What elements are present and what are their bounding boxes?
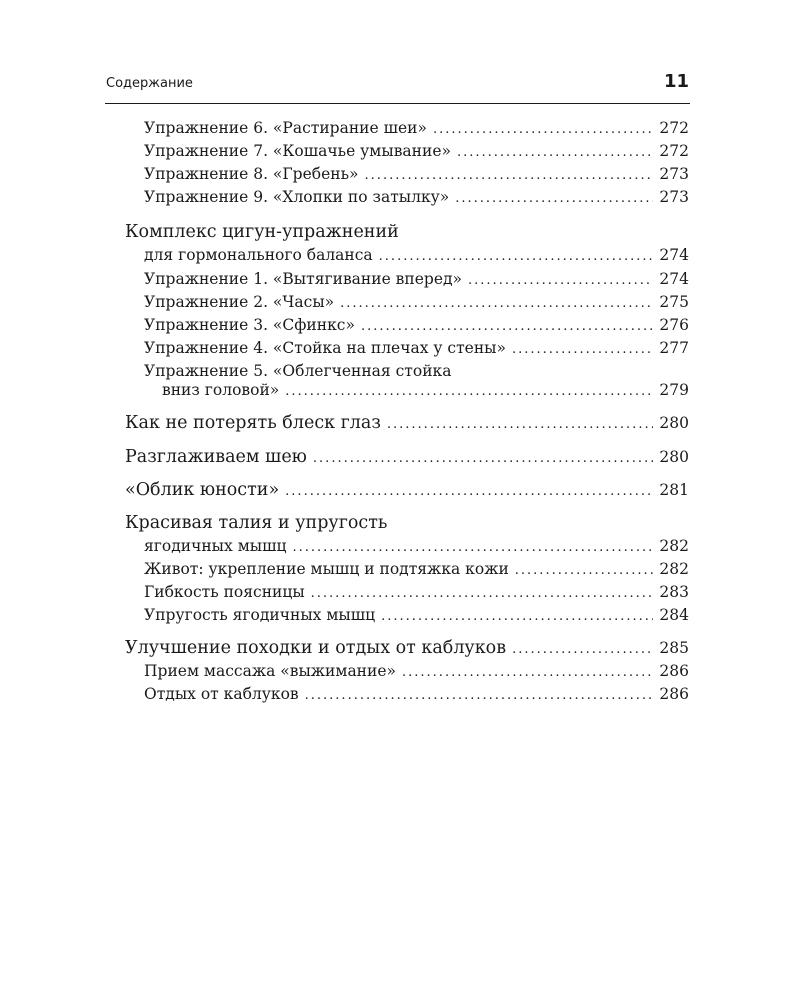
- toc-entry[interactable]: [144, 292, 689, 314]
- toc-entry[interactable]: [144, 684, 689, 706]
- toc-leader-dots: [305, 686, 654, 706]
- toc-entry-title: Как не потерять блеск глаз: [125, 413, 381, 433]
- toc-entry-page: 286: [659, 685, 689, 703]
- toc-entry-title: Упражнение 9. «Хлопки по затылку»: [144, 188, 450, 206]
- toc-entry-page: 272: [659, 119, 689, 137]
- toc-leader-dots: [313, 448, 653, 470]
- toc-leader-dots: [340, 294, 653, 314]
- toc-entry-title-line[interactable]: Упражнение 5. «Облегченная стойка: [144, 362, 452, 380]
- toc-entry-page: 280: [659, 448, 689, 466]
- toc-leader-dots: [433, 120, 653, 140]
- toc-leader-dots: [512, 639, 653, 661]
- toc-entry-page: 273: [659, 165, 689, 183]
- toc-entry[interactable]: [125, 446, 689, 470]
- toc-entry-title: Отдых от каблуков: [144, 685, 299, 703]
- toc-entry-title: Разглаживаем шею: [125, 447, 307, 467]
- toc-entry-page: 281: [659, 481, 689, 499]
- toc-section-title-line[interactable]: Комплекс цигун-упражнений: [125, 222, 399, 242]
- toc-leader-dots: [381, 607, 653, 627]
- toc-entry[interactable]: [144, 315, 689, 337]
- toc-entry-title: Улучшение походки и отдых от каблуков: [125, 638, 507, 658]
- toc-leader-dots: [361, 317, 653, 337]
- toc-entry[interactable]: [144, 661, 689, 683]
- toc-entry-title: Упражнение 8. «Гребень»: [144, 165, 359, 183]
- toc-entry-title: Прием массажа «выжимание»: [144, 662, 397, 680]
- toc-leader-dots: [402, 663, 653, 683]
- toc-entry-title: Упражнение 3. «Сфинкс»: [144, 316, 355, 334]
- toc-entry-title: ягодичных мышц: [144, 537, 287, 555]
- toc-entry[interactable]: [144, 187, 689, 209]
- toc-leader-dots: [455, 189, 653, 209]
- toc-entry[interactable]: [144, 269, 689, 291]
- toc-entry-title: Упражнение 6. «Растирание шеи»: [144, 119, 427, 137]
- toc-entry-page: 274: [659, 270, 689, 288]
- toc-entry-page: 280: [659, 414, 689, 432]
- toc-entry-title: Упражнение 7. «Кошачье умывание»: [144, 142, 451, 160]
- toc-entry[interactable]: [144, 245, 689, 267]
- toc-leader-dots: [365, 166, 654, 186]
- toc-entry-page: 282: [659, 537, 689, 555]
- toc-entry-title: Гибкость поясницы: [144, 583, 305, 601]
- toc-leader-dots: [292, 538, 653, 558]
- toc-entry-title: Упругость ягодичных мышц: [144, 606, 376, 624]
- toc-leader-dots: [379, 247, 654, 267]
- toc-entry[interactable]: [144, 605, 689, 627]
- toc-entry-title: Живот: укрепление мышц и подтяжка кожи: [144, 560, 509, 578]
- toc-leader-dots: [387, 414, 654, 436]
- toc-entry-title: для гормонального баланса: [144, 246, 373, 264]
- toc-entry-page: 279: [659, 381, 689, 399]
- toc-entry-page: 273: [659, 188, 689, 206]
- toc-entry[interactable]: [162, 380, 689, 402]
- toc-entry[interactable]: [144, 118, 689, 140]
- toc-leader-dots: [285, 481, 653, 503]
- toc-leader-dots: [515, 561, 654, 581]
- toc-entry-title: Упражнение 2. «Часы»: [144, 293, 335, 311]
- toc-entry-page: 282: [659, 560, 689, 578]
- toc-entry-page: 283: [659, 583, 689, 601]
- toc-entry-page: 275: [659, 293, 689, 311]
- toc-section-title-line[interactable]: Красивая талия и упругость: [125, 513, 388, 533]
- toc-entry-title: Упражнение 1. «Вытягивание вперед»: [144, 270, 463, 288]
- page-number: 11: [663, 71, 689, 92]
- toc-entry[interactable]: [144, 164, 689, 186]
- toc-entry[interactable]: [125, 479, 689, 503]
- header-divider: [105, 103, 690, 104]
- toc-entry-page: 272: [659, 142, 689, 160]
- toc-entry-page: 276: [659, 316, 689, 334]
- toc-entry-page: 277: [659, 339, 689, 357]
- toc-entry[interactable]: [125, 412, 689, 436]
- toc-entry[interactable]: [144, 141, 689, 163]
- toc-leader-dots: [468, 271, 653, 291]
- toc-entry-page: 284: [659, 606, 689, 624]
- toc-entry-page: 286: [659, 662, 689, 680]
- toc-entry[interactable]: [144, 338, 689, 360]
- toc-leader-dots: [512, 340, 653, 360]
- toc-entry-title: вниз головой»: [162, 381, 280, 399]
- toc-entry-title: Упражнение 4. «Стойка на плечах у стены»: [144, 339, 507, 357]
- toc-entry[interactable]: [144, 536, 689, 558]
- toc-leader-dots: [285, 382, 653, 402]
- toc-entry-page: 285: [659, 639, 689, 657]
- toc-entry[interactable]: [144, 559, 689, 581]
- running-header-title: Содержание: [106, 76, 193, 91]
- toc-entry-page: 274: [659, 246, 689, 264]
- toc-entry-title: «Облик юности»: [125, 480, 280, 500]
- toc-entry[interactable]: [144, 582, 689, 604]
- toc-entry[interactable]: [125, 637, 689, 661]
- toc-leader-dots: [457, 143, 653, 163]
- toc-leader-dots: [311, 584, 654, 604]
